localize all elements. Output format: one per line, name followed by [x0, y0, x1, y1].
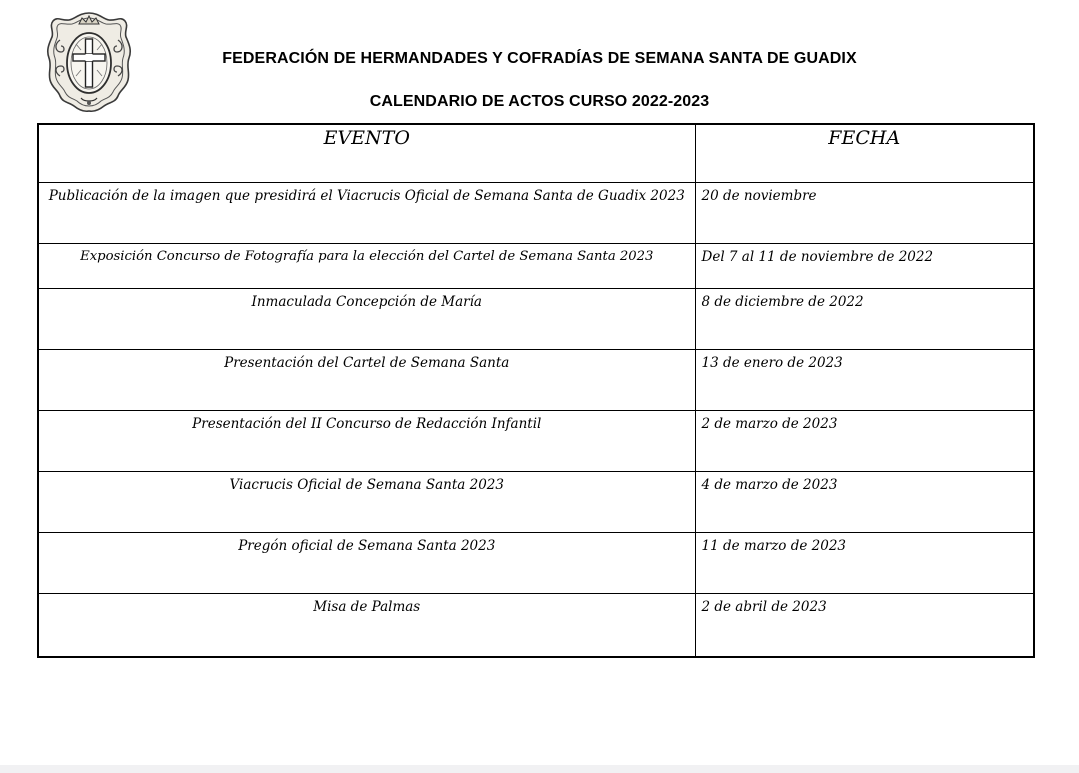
date-cell: 8 de diciembre de 2022 [695, 289, 1034, 350]
event-cell: Exposición Concurso de Fotografía para la elección del Cartel de Semana Santa 2023 [38, 244, 695, 289]
date-cell: 4 de marzo de 2023 [695, 472, 1034, 533]
table-row [38, 183, 1034, 244]
column-header-fecha: FECHA [695, 124, 1034, 183]
date-cell: 20 de noviembre [695, 183, 1034, 244]
table-row [38, 350, 1034, 411]
table-row [38, 533, 1034, 594]
event-cell: Presentación del II Concurso de Redacción Infantil [38, 411, 695, 472]
date-cell: 2 de marzo de 2023 [695, 411, 1034, 472]
events-calendar-table [37, 123, 1035, 658]
table-row [38, 244, 1034, 289]
bottom-scroll-area [0, 765, 1079, 773]
table-row [38, 411, 1034, 472]
table-row [38, 472, 1034, 533]
event-cell: Pregón oficial de Semana Santa 2023 [38, 533, 695, 594]
table-row [38, 289, 1034, 350]
event-cell: Inmaculada Concepción de María [38, 289, 695, 350]
date-cell: Del 7 al 11 de noviembre de 2022 [695, 244, 1034, 289]
date-cell: 11 de marzo de 2023 [695, 533, 1034, 594]
column-header-evento: EVENTO [38, 124, 695, 183]
event-cell: Publicación de la imagen que presidirá el Viacrucis Oficial de Semana Santa de Guadix 2023 [38, 183, 695, 244]
calendar-title: CALENDARIO DE ACTOS CURSO 2022-2023 [369, 93, 710, 110]
federation-title: FEDERACIÓN DE HERMANDADES Y COFRADÍAS DE SEMANA SANTA DE GUADIX [222, 50, 857, 67]
date-cell: 2 de abril de 2023 [695, 594, 1034, 658]
event-cell: Viacrucis Oficial de Semana Santa 2023 [38, 472, 695, 533]
event-cell: Misa de Palmas [38, 594, 695, 658]
date-cell: 13 de enero de 2023 [695, 350, 1034, 411]
event-cell: Presentación del Cartel de Semana Santa [38, 350, 695, 411]
table-header-row [38, 124, 1034, 183]
table-row [38, 594, 1034, 658]
